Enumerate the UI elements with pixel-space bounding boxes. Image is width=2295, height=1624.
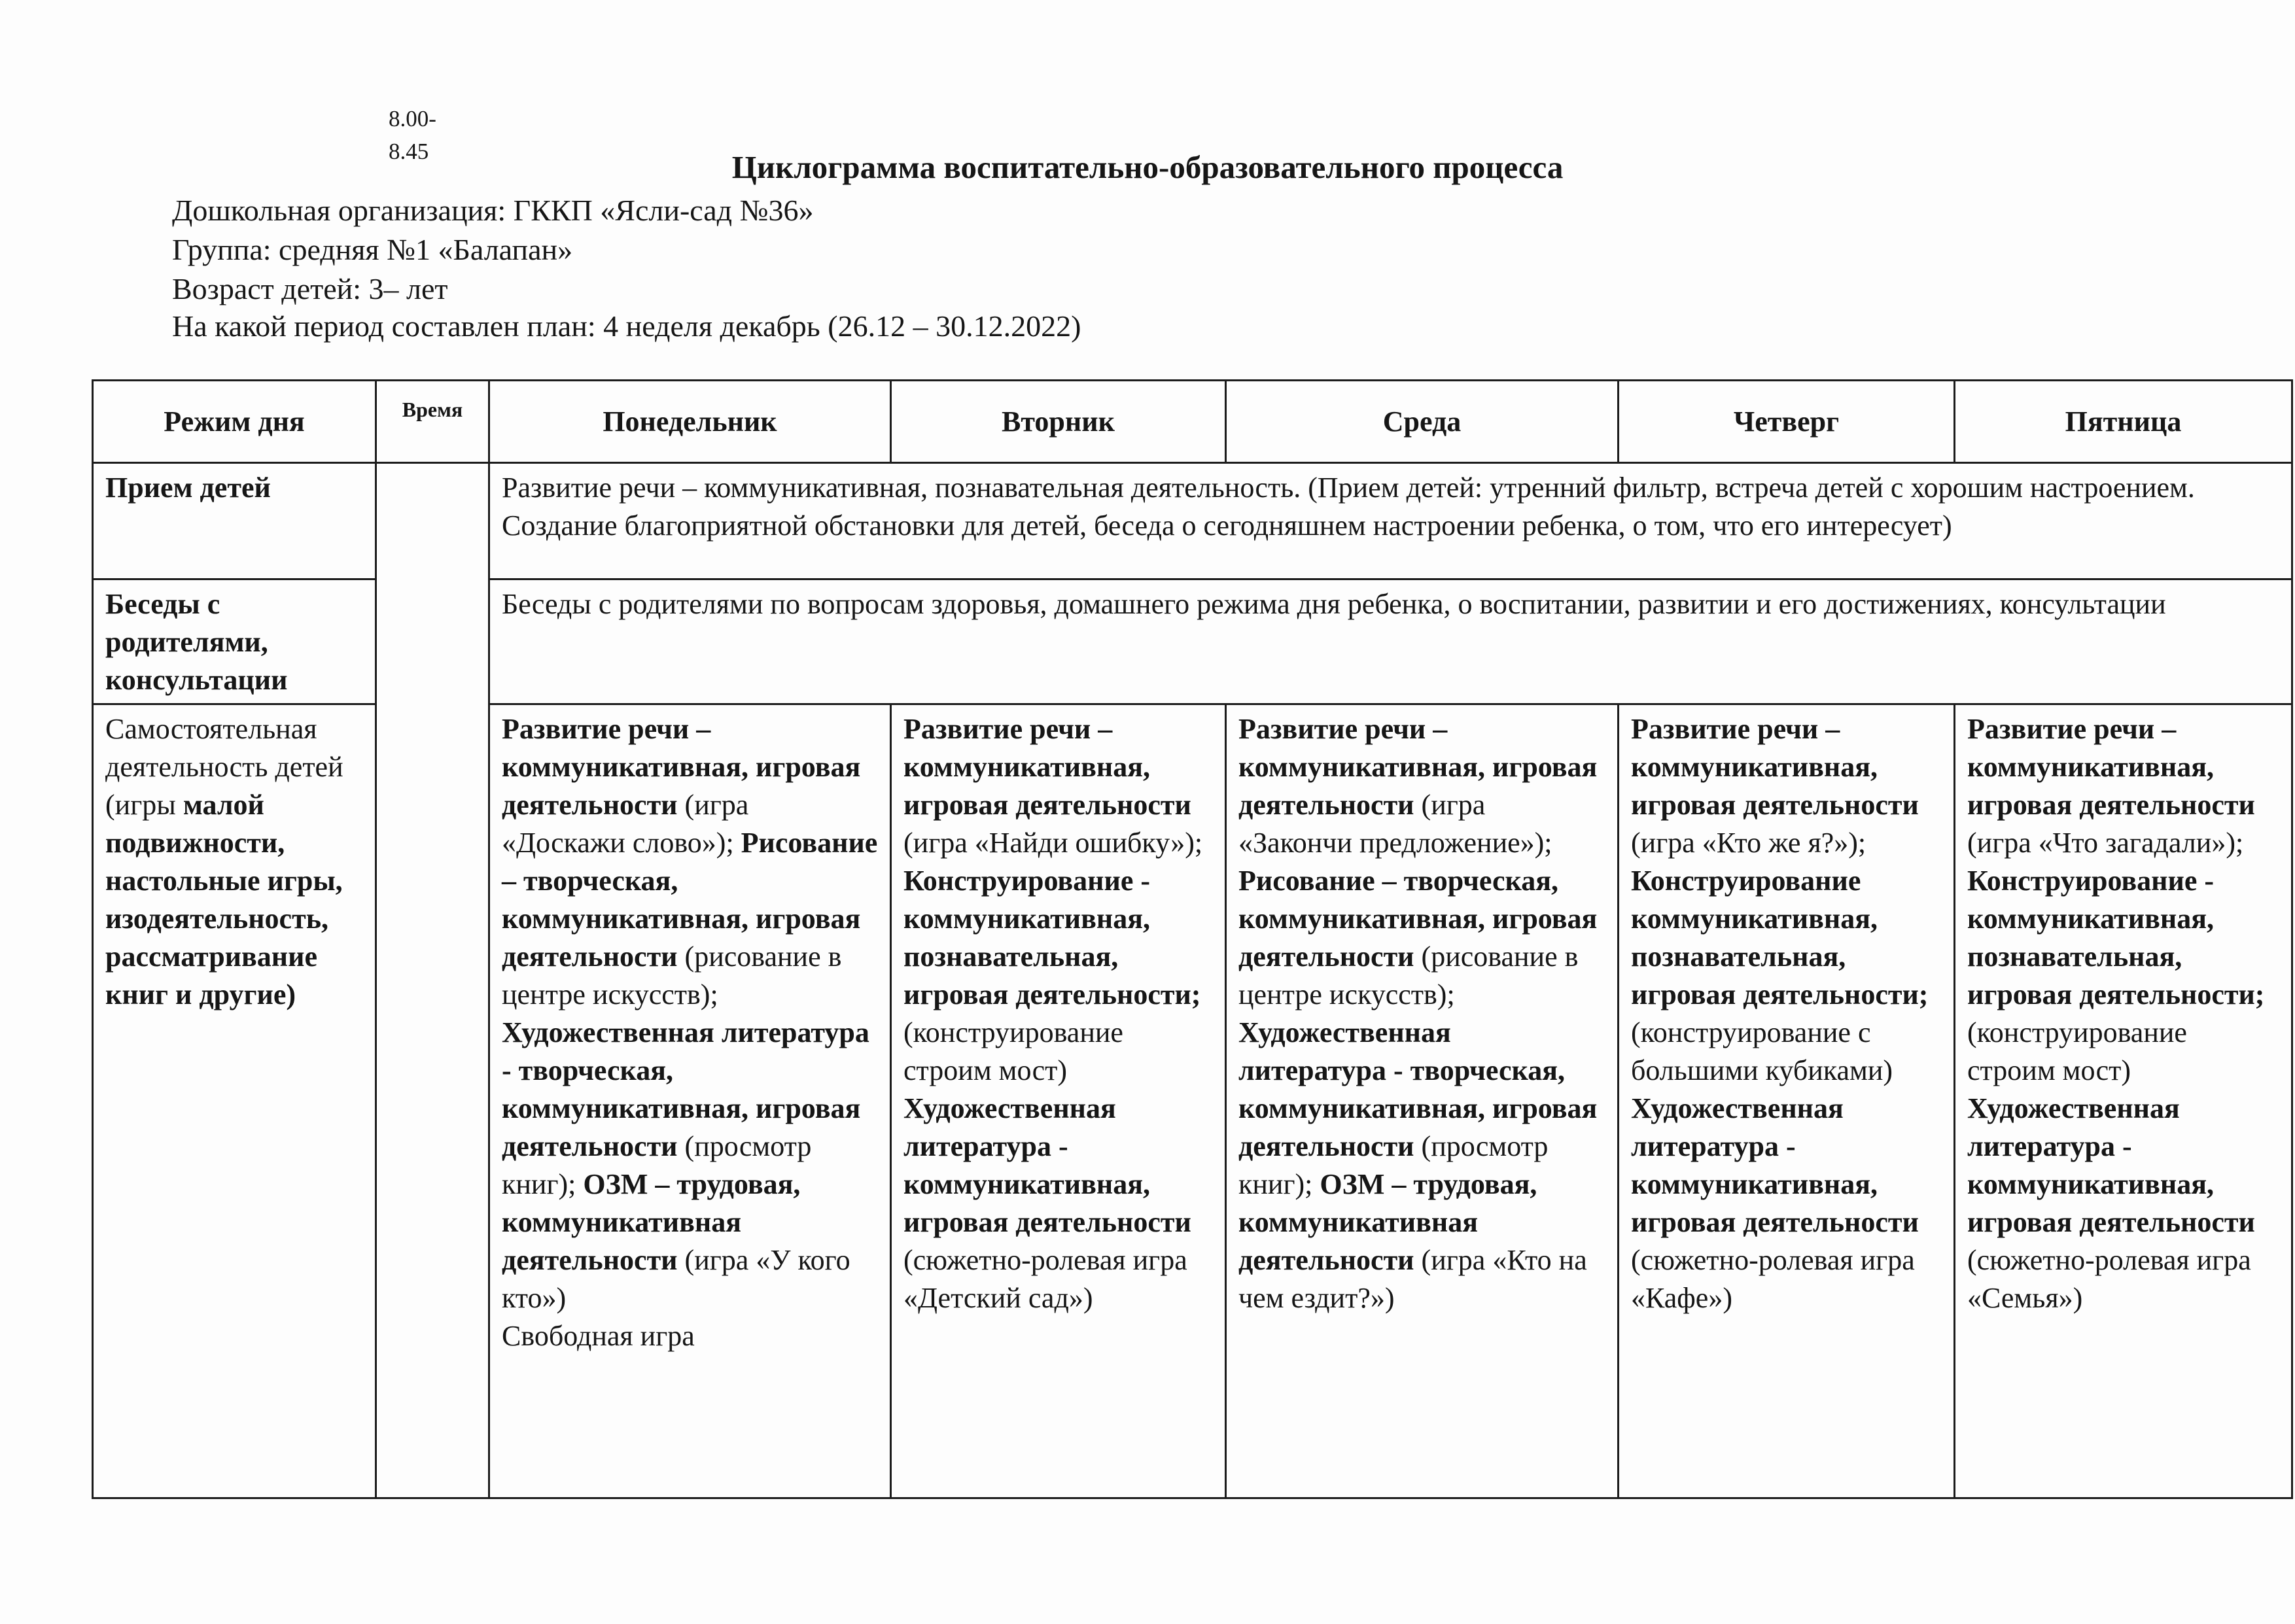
tuesday-activities xyxy=(891,704,1226,1498)
header-time: Время xyxy=(376,381,489,463)
regime-self-label-bold: малой подвижности, настольные игры, изодеятельность, рассматривание книг и другие) xyxy=(105,789,343,1011)
fri-construct-detail: (конструирование строим мост) xyxy=(1967,1016,2187,1086)
wed-ozm-title: ОЗМ – трудовая, коммуникативная деятельности xyxy=(1238,1168,1537,1276)
tue-literature-title: Художественная литература - коммуникативная, игровая деятельности xyxy=(903,1092,1191,1238)
wed-literature-title: Художественная литература - творческая, коммуникативная, игровая деятельности xyxy=(1238,1016,1598,1162)
regime-reception: Прием детей xyxy=(93,463,376,579)
wednesday-activities xyxy=(1226,704,1619,1498)
age-line: Возраст детей: 3– лет xyxy=(172,272,448,305)
document-title: Циклограмма воспитательно-образовательного процесса xyxy=(731,149,1564,185)
mon-literature-detail: (просмотр книг); xyxy=(502,1130,812,1200)
tue-speech-game: (игра «Найди ошибку»); xyxy=(903,827,1203,859)
mon-free-play: Свободная игра xyxy=(502,1320,695,1352)
wed-literature-detail: (просмотр книг); xyxy=(1238,1130,1549,1200)
mon-drawing-detail: (рисование в центре искусств); xyxy=(502,941,842,1011)
tue-construct-title: Конструирование - коммуникативная, познавательная, игровая деятельности; xyxy=(903,865,1201,1011)
tue-literature-detail: (сюжетно-ролевая игра «Детский сад») xyxy=(903,1244,1187,1314)
monday-activities xyxy=(489,704,891,1498)
fri-speech-title: Развитие речи – коммуникативная, игровая деятельности xyxy=(1967,713,2255,821)
thu-speech-title: Развитие речи – коммуникативная, игровая деятельности xyxy=(1631,713,1919,821)
thu-literature-detail: (сюжетно-ролевая игра «Кафе») xyxy=(1631,1244,1915,1314)
regime-parents: Беседы с родителями, консультации xyxy=(93,579,376,704)
thu-construct-title: Конструирование коммуникативная, познавательная, игровая деятельности; xyxy=(1631,865,1929,1011)
parents-activity: Беседы с родителями по вопросам здоровья, домашнего режима дня ребенка, о воспитании, развитии и его достижениях, консультации xyxy=(489,579,2292,704)
header-monday: Понедельник xyxy=(489,381,891,463)
wed-drawing-detail: (рисование в центре искусств); xyxy=(1238,941,1579,1011)
wed-ozm-game: (игра «Кто на чем ездит?») xyxy=(1238,1244,1587,1314)
fri-construct-title: Конструирование - коммуникативная, познавательная, игровая деятельности; xyxy=(1967,865,2265,1011)
tue-construct-detail: (конструирование строим мост) xyxy=(903,1016,1123,1086)
table-row-reception xyxy=(93,463,2292,579)
header-tuesday: Вторник xyxy=(891,381,1226,463)
header-regime: Режим дня xyxy=(93,381,376,463)
friday-activities xyxy=(1955,704,2292,1498)
organization-line: Дошкольная организация: ГККП «Ясли-сад №36» xyxy=(172,194,814,227)
mon-speech-game: (игра «Доскажи слово»); xyxy=(502,789,749,859)
fri-literature-detail: (сюжетно-ролевая игра «Семья») xyxy=(1967,1244,2251,1314)
thursday-activities xyxy=(1619,704,1955,1498)
tue-speech-title: Развитие речи – коммуникативная, игровая деятельности xyxy=(903,713,1191,821)
mon-ozm-game: (игра «У кого кто») xyxy=(502,1244,850,1314)
wed-speech-title: Развитие речи – коммуникативная, игровая деятельности xyxy=(1238,713,1598,821)
regime-self-activity xyxy=(93,704,376,1498)
time-value: 8.00- 8.45 xyxy=(389,106,436,164)
thu-speech-game: (игра «Кто же я?»); xyxy=(1631,827,1866,859)
mon-literature-title: Художественная литература - творческая, коммуникативная, игровая деятельности xyxy=(502,1016,869,1162)
mon-speech-title: Развитие речи – коммуникативная, игровая деятельности xyxy=(502,713,861,821)
header-wednesday: Среда xyxy=(1226,381,1619,463)
header-thursday: Четверг xyxy=(1619,381,1955,463)
period-line: На какой период составлен план: 4 неделя декабрь (26.12 – 30.12.2022) xyxy=(172,309,1081,343)
reception-activity: Развитие речи – коммуникативная, познавательная деятельность. (Прием детей: утренний фильтр, встреча детей с хорошим настроением. Создание благоприятной обстановки для детей, беседа о сегодняшнем настроении ребенка, о том, что его интересует) xyxy=(489,463,2292,579)
wed-drawing-title: Рисование – творческая, коммуникативная, игровая деятельности xyxy=(1238,865,1598,973)
table-header-row xyxy=(93,381,2292,463)
thu-literature-title: Художественная литература - коммуникативная, игровая деятельности xyxy=(1631,1092,1919,1238)
mon-drawing-title: Рисование – творческая, коммуникативная, игровая деятельности xyxy=(502,827,878,973)
group-line: Группа: средняя №1 «Балапан» xyxy=(172,233,573,266)
regime-self-label-plain: Самостоятельная деятельность детей (игры xyxy=(105,713,343,821)
wed-speech-game: (игра «Закончи предложение»); xyxy=(1238,789,1552,859)
fri-speech-game: (игра «Что загадали»); xyxy=(1967,827,2244,859)
header-friday: Пятница xyxy=(1955,381,2292,463)
fri-literature-title: Художественная литература - коммуникативная, игровая деятельности xyxy=(1967,1092,2255,1238)
mon-ozm-title: ОЗМ – трудовая, коммуникативная деятельности xyxy=(502,1168,801,1276)
thu-construct-detail: (конструирование с большими кубиками) xyxy=(1631,1016,1893,1086)
